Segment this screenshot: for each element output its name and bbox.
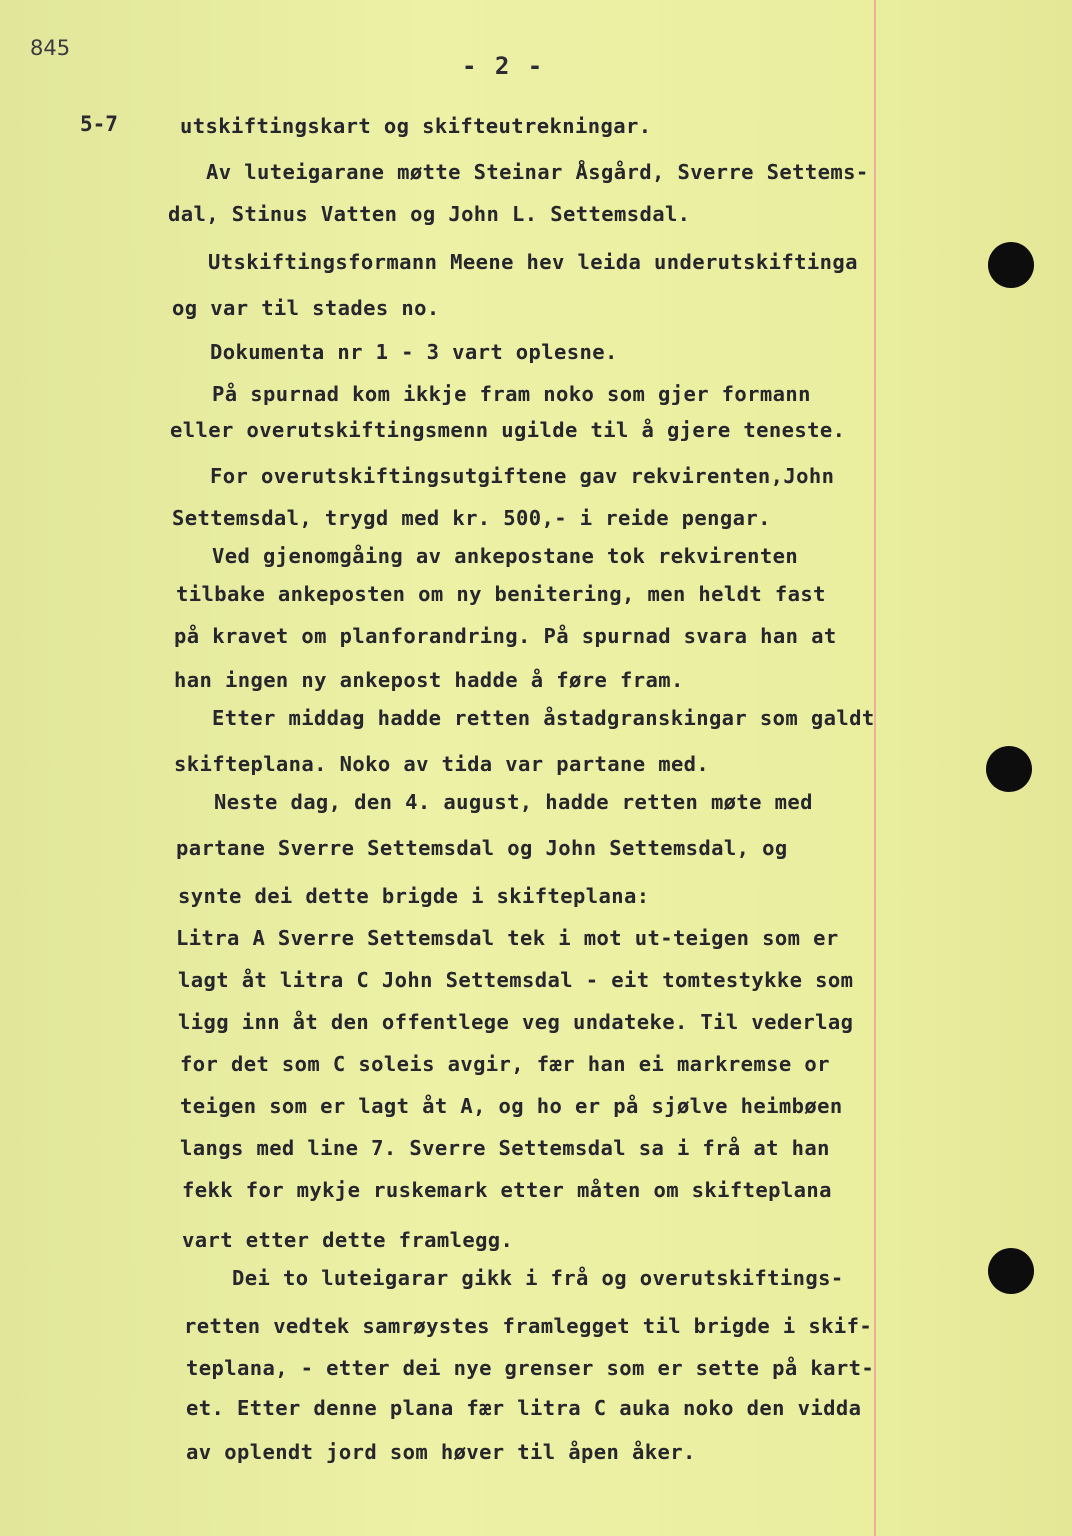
text-line: For overutskiftingsutgiftene gav rekvirenten,John (210, 464, 835, 488)
text-line: av oplendt jord som høver til åpen åker. (186, 1440, 696, 1464)
text-line: tilbake ankeposten om ny benitering, men heldt fast (176, 582, 826, 606)
text-line: Settemsdal, trygd med kr. 500,- i reide pengar. (172, 506, 771, 530)
text-line: skifteplana. Noko av tida var partane med. (174, 752, 710, 776)
text-line: Etter middag hadde retten åstadgranskingar som galdt (212, 706, 875, 730)
binder-hole-bottom (988, 1248, 1034, 1294)
text-line: langs med line 7. Sverre Settemsdal sa i frå at han (180, 1136, 830, 1160)
text-line: synte dei dette brigde i skifteplana: (178, 884, 650, 908)
binder-hole-top (988, 242, 1034, 288)
text-line: teplana, - etter dei nye grenser som er sette på kart- (186, 1356, 875, 1380)
text-line: et. Etter denne plana fær litra C auka noko den vidda (186, 1396, 862, 1420)
text-line: utskiftingskart og skifteutrekningar. (180, 114, 652, 138)
page-marker: - 2 - (462, 52, 545, 80)
text-line: På spurnad kom ikkje fram noko som gjer formann (212, 382, 811, 406)
text-line: Av luteigarane møtte Steinar Åsgård, Sverre Settems- (206, 160, 869, 184)
binder-hole-middle (986, 746, 1032, 792)
text-line: teigen som er lagt åt A, og ho er på sjølve heimbøen (180, 1094, 843, 1118)
text-line: Ved gjenomgåing av ankepostane tok rekvirenten (212, 544, 799, 568)
text-line: og var til stades no. (172, 296, 440, 320)
red-margin-line (874, 0, 876, 1536)
text-line: han ingen ny ankepost hadde å føre fram. (174, 668, 684, 692)
text-line: Dokumenta nr 1 - 3 vart oplesne. (210, 340, 618, 364)
text-line: Litra A Sverre Settemsdal tek i mot ut-teigen som er (176, 926, 839, 950)
section-reference: 5-7 (80, 112, 118, 136)
text-line: på kravet om planforandring. På spurnad svara han at (174, 624, 837, 648)
text-line: ligg inn åt den offentlege veg undateke. Til vederlag (178, 1010, 854, 1034)
text-line: fekk for mykje ruskemark etter måten om skifteplana (182, 1178, 832, 1202)
text-line: partane Sverre Settemsdal og John Settemsdal, og (176, 836, 788, 860)
text-line: retten vedtek samrøystes framlegget til brigde i skif- (184, 1314, 873, 1338)
text-line: Dei to luteigarar gikk i frå og overutskiftings- (232, 1266, 844, 1290)
text-line: Neste dag, den 4. august, hadde retten møte med (214, 790, 813, 814)
text-line: dal, Stinus Vatten og John L. Settemsdal. (168, 202, 691, 226)
text-line: vart etter dette framlegg. (182, 1228, 514, 1252)
page-number: 845 (30, 36, 71, 60)
text-line: eller overutskiftingsmenn ugilde til å gjere teneste. (170, 418, 846, 442)
text-line: Utskiftingsformann Meene hev leida underutskiftinga (208, 250, 858, 274)
text-line: lagt åt litra C John Settemsdal - eit tomtestykke som (178, 968, 854, 992)
text-line: for det som C soleis avgir, fær han ei markremse or (180, 1052, 830, 1076)
